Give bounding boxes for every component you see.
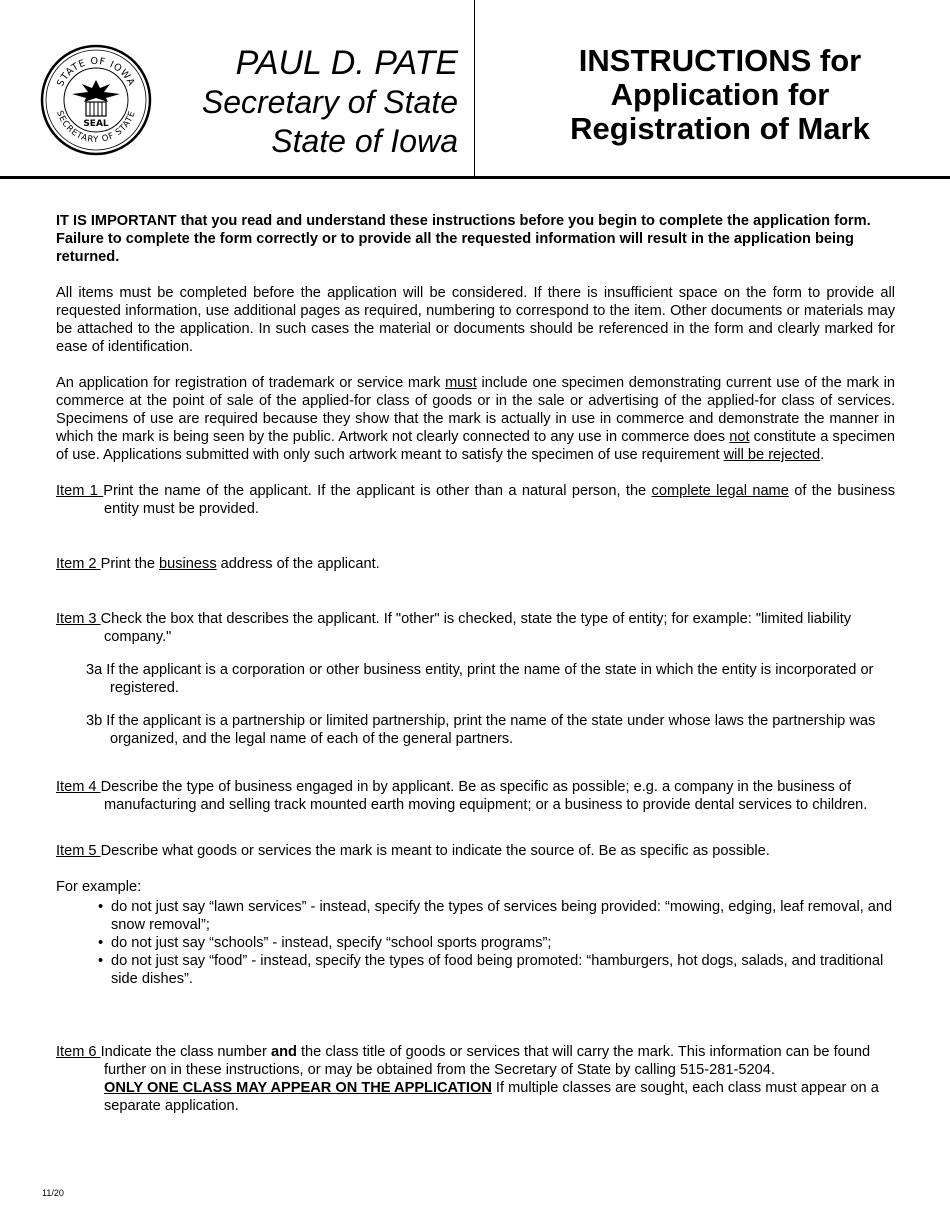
list-item: • do not just say “schools” - instead, specify “school sports programs”; <box>111 934 895 952</box>
seal-ring-bottom: SECRETARY OF STATE <box>54 109 138 146</box>
item-5: Item 5 Describe what goods or services the mark is meant to indicate the source of. Be as specific as possible. <box>56 843 770 859</box>
official-state: State of Iowa <box>271 123 458 159</box>
state-seal-icon <box>40 44 152 156</box>
item-5-label: Item 5 <box>56 843 101 859</box>
instructions-body <box>56 212 895 1115</box>
paragraph-specimen: An application for registration of trademark or service mark must include one specimen demonstrating current use of the mark in commerce at the point of sale of the applied-for class of goods or in the sale or advertising of the applied-for class of services. Specimens of use are required because they show that the mark is actually in use in commerce and demonstrate the manner in which the mark is being seen by the public. Artwork not clearly connected to any use in commerce does not constitute a specimen of use. Applications submitted with only such artwork meant to satisfy the specimen of use requirement will be rejected. <box>56 375 895 463</box>
item-3b: 3b If the applicant is a partnership or limited partnership, print the name of the state under whose laws the partnership was organized, and the legal name of each of the general partners. <box>86 713 876 747</box>
list-item: • do not just say “lawn services” - instead, specify the types of services being provided: “mowing, edging, leaf removal, and snow removal”; <box>111 898 895 934</box>
title-line-1: INSTRUCTIONS for <box>578 43 862 78</box>
form-code: 11/20 <box>42 1188 64 1198</box>
seal-ring-top: STATE OF IOWA <box>55 55 137 89</box>
document-title <box>520 44 920 146</box>
item-3a: 3a If the applicant is a corporation or other business entity, print the name of the state in which the entity is incorporated or registered. <box>86 662 874 696</box>
item-3-label: Item 3 <box>56 611 101 627</box>
item-2: Item 2 Print the business address of the applicant. <box>56 556 380 572</box>
seal-center-text: SEAL <box>83 119 109 129</box>
one-class-warning: ONLY ONE CLASS MAY APPEAR ON THE APPLICATION <box>104 1080 492 1096</box>
list-item: • do not just say “food” - instead, specify the types of food being promoted: “hamburgers, hot dogs, salads, and traditional side dishes”. <box>111 952 895 988</box>
official-name: PAUL D. PATE <box>235 44 458 82</box>
item-3: Item 3 Check the box that describes the applicant. If "other" is checked, state the type of entity; for example: "limited liability company." <box>56 611 852 645</box>
official-title: Secretary of State <box>201 84 458 120</box>
item-2-label: Item 2 <box>56 556 101 572</box>
item-4-label: Item 4 <box>56 779 101 795</box>
item-6: Item 6 Indicate the class number and the class title of goods or services that will carry the mark. This information can be found further on in these instructions, or may be obtained from the Secretary of State by calling 515-281-5204. ONLY ONE CLASS MAY APPEAR ON THE APPLICATION If multiple classes are sought, each class must appear on a separate application. <box>56 1044 879 1114</box>
paragraph-completion: All items must be completed before the application will be considered. If there is insufficient space on the form to provide all requested information, use additional pages as required, numbering to correspond to the item. Other documents or materials may be attached to the application. In such cases the material or documents should be referenced in the form and clearly marked for ease of identification. <box>56 285 895 355</box>
official-block <box>202 44 458 161</box>
item-1: Item 1 Print the name of the applicant. If the applicant is other than a natural person, the complete legal name of the business entity must be provided. <box>56 483 895 517</box>
item-4: Item 4 Describe the type of business engaged in by applicant. Be as specific as possible; e.g. a company in the business of manufacturing and selling track mounted earth moving equipment; or a business to provide dental services to children. <box>56 779 868 813</box>
header-divider <box>474 0 475 176</box>
item-1-label: Item 1 <box>56 483 104 499</box>
title-line-2: Application for <box>610 77 830 112</box>
important-notice: IT IS IMPORTANT that you read and understand these instructions before you begin to complete the application form. Failure to complete the form correctly or to provide all the requested information will result in the application being returned. <box>56 213 871 265</box>
header <box>0 0 950 179</box>
example-intro: For example: <box>56 879 142 895</box>
item-6-label: Item 6 <box>56 1044 101 1060</box>
examples-list <box>56 898 895 988</box>
title-line-3: Registration of Mark <box>570 111 870 146</box>
